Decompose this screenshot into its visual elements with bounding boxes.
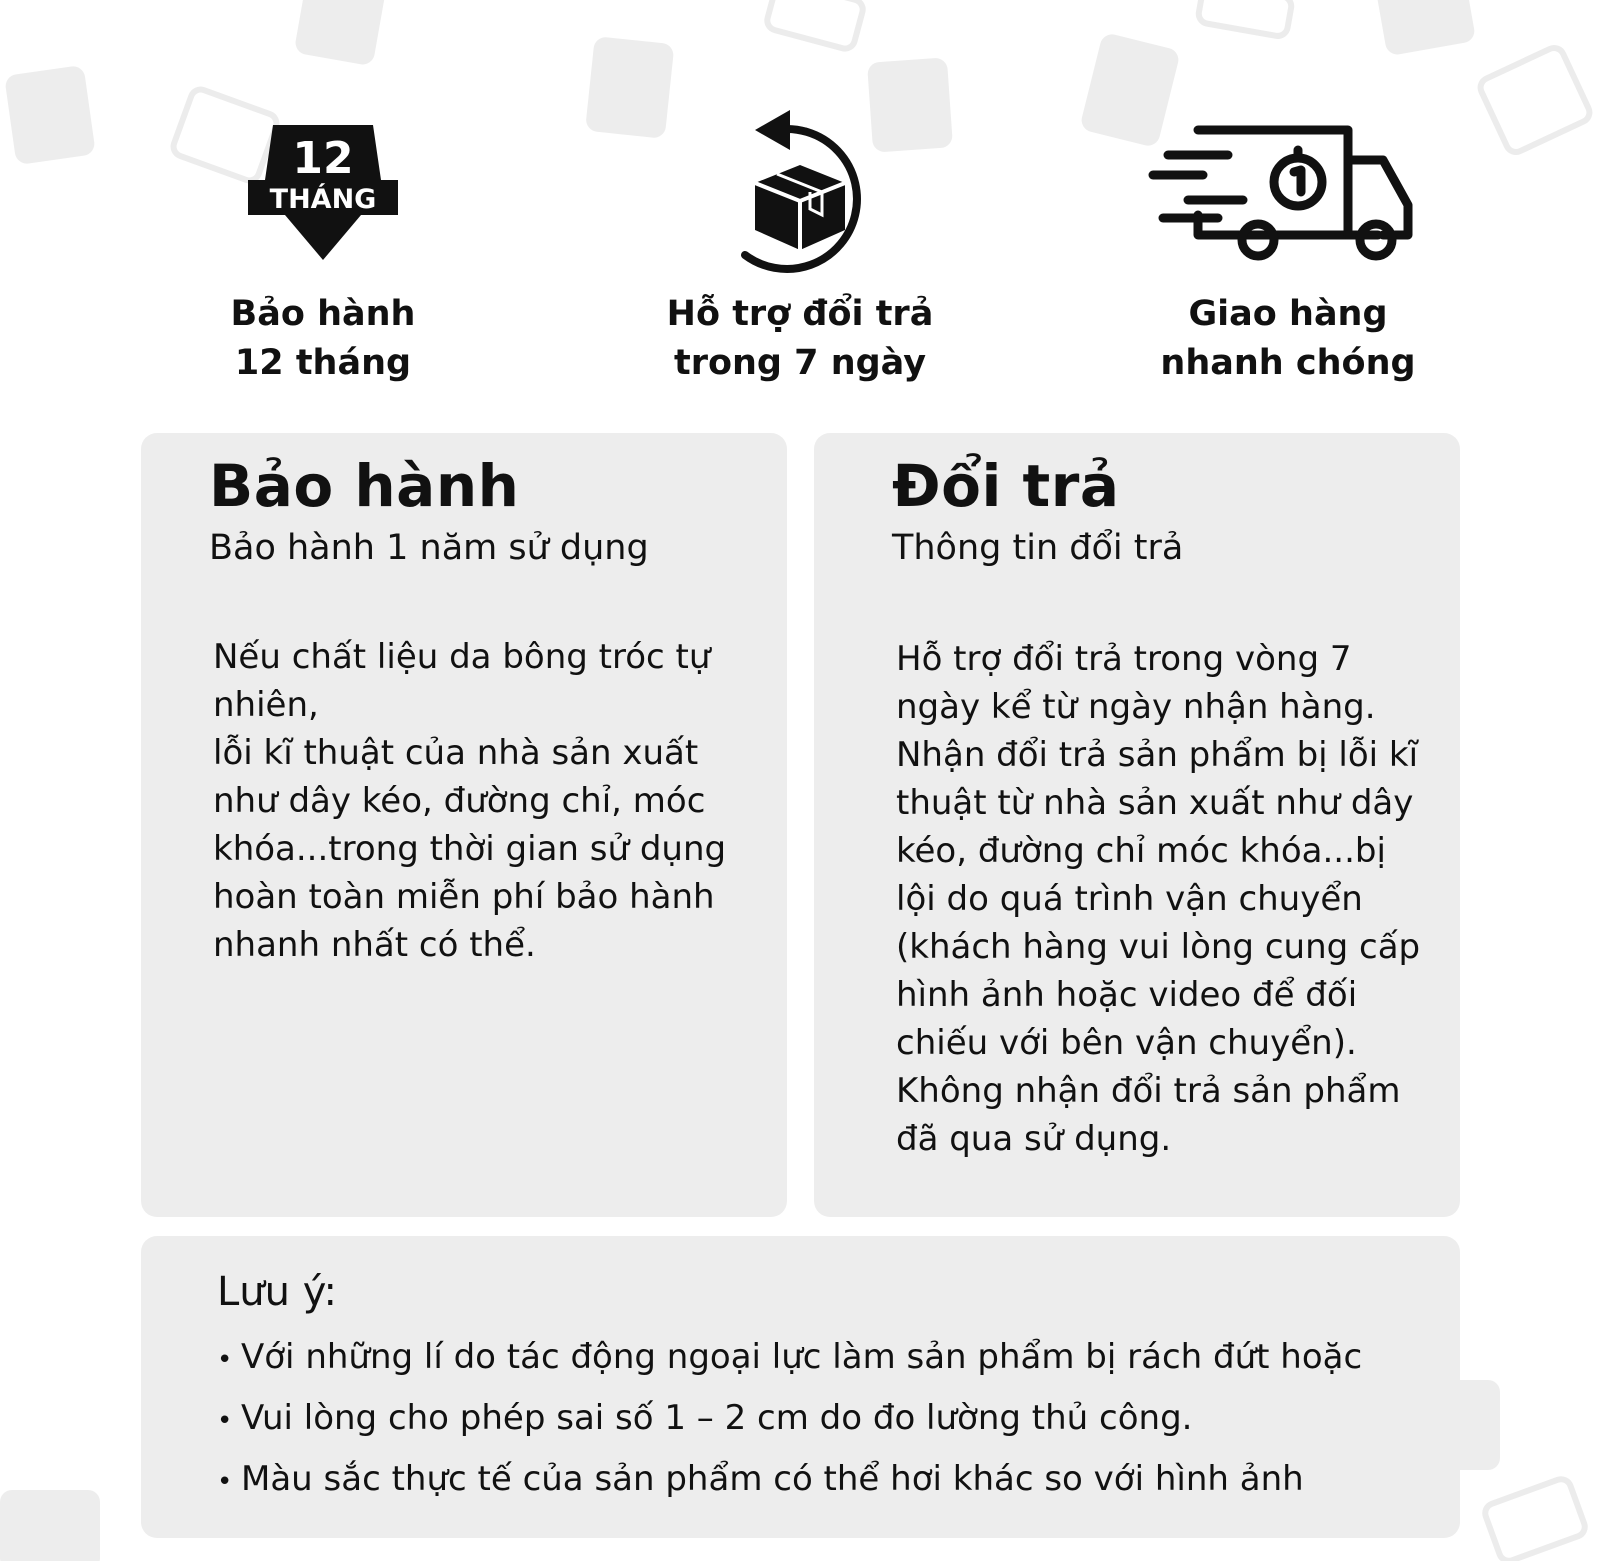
returns-body: [892, 635, 1430, 1163]
note-title: Lưu ý:: [217, 1269, 337, 1315]
warranty-line: Nếu chất liệu da bông tróc tự: [213, 636, 711, 677]
badge-text: THÁNG: [269, 184, 377, 215]
feature-label-line2: 12 tháng: [234, 343, 412, 383]
warranty-line: lỗi kĩ thuật của nhà sản xuất: [213, 732, 699, 773]
warranty-line: nhanh nhất có thể.: [213, 924, 536, 965]
returns-line: ngày kể từ ngày nhận hàng.: [896, 686, 1376, 727]
returns-line: hình ảnh hoặc video để đối: [896, 974, 1358, 1015]
returns-line: (khách hàng vui lòng cung cấp: [896, 926, 1421, 967]
warranty-line: hoàn toàn miễn phí bảo hành: [213, 876, 715, 917]
returns-line: thuật từ nhà sản xuất như dây: [896, 782, 1414, 823]
warranty-subtitle: Bảo hành 1 năm sử dụng: [209, 527, 649, 568]
feature-label-line2: trong 7 ngày: [673, 343, 927, 383]
feature-label: [620, 290, 980, 388]
bullet-icon: •: [217, 1467, 233, 1497]
badge-number: 12: [292, 133, 354, 184]
returns-line: Không nhận đổi trả sản phẩm: [896, 1070, 1401, 1111]
warranty-line: khóa...trong thời gian sử dụng: [213, 828, 727, 869]
warranty-line: nhiên,: [213, 684, 319, 725]
delivery-truck-icon: [1108, 100, 1468, 280]
note-card: [141, 1236, 1460, 1538]
feature-label-line1: Giao hàng: [1188, 294, 1388, 334]
feature-label: [1108, 290, 1468, 388]
warranty-title: Bảo hành: [209, 452, 520, 520]
feature-delivery: [1108, 100, 1468, 388]
feature-returns: [620, 100, 980, 388]
returns-line: đã qua sử dụng.: [896, 1118, 1172, 1159]
returns-line: Nhận đổi trả sản phẩm bị lỗi kĩ: [896, 734, 1419, 775]
feature-label-line1: Hỗ trợ đổi trả: [666, 294, 934, 334]
bullet-icon: •: [217, 1406, 233, 1436]
returns-line: chiếu với bên vận chuyển).: [896, 1022, 1357, 1063]
note-item: [217, 1450, 1430, 1511]
returns-line: kéo, đường chỉ móc khóa...bị: [896, 830, 1386, 871]
warranty-card: [141, 433, 787, 1217]
returns-title: Đổi trả: [892, 452, 1120, 520]
feature-label-line1: Bảo hành: [230, 294, 416, 334]
bullet-icon: •: [217, 1345, 233, 1375]
warranty-line: như dây kéo, đường chỉ, móc: [213, 780, 706, 821]
feature-label: [143, 290, 503, 388]
note-item-text: Với những lí do tác động ngoại lực làm sản phẩm bị rách đứt hoặc: [241, 1337, 1363, 1377]
warranty-shield-icon: [143, 100, 503, 280]
warranty-body: [209, 633, 747, 969]
note-item-text: Vui lòng cho phép sai số 1 – 2 cm do đo lường thủ công.: [241, 1398, 1193, 1438]
note-item-text: Màu sắc thực tế của sản phẩm có thể hơi khác so với hình ảnh: [241, 1459, 1304, 1499]
feature-label-line2: nhanh chóng: [1160, 343, 1416, 383]
note-item: [217, 1328, 1430, 1389]
returns-subtitle: Thông tin đổi trả: [892, 527, 1184, 568]
returns-card: [814, 433, 1460, 1217]
returns-line: lội do quá trình vận chuyển: [896, 878, 1363, 919]
returns-line: Hỗ trợ đổi trả trong vòng 7: [896, 638, 1352, 679]
feature-warranty: [143, 100, 503, 388]
note-list: [217, 1328, 1430, 1511]
return-box-icon: [620, 100, 980, 280]
note-item: [217, 1389, 1430, 1450]
